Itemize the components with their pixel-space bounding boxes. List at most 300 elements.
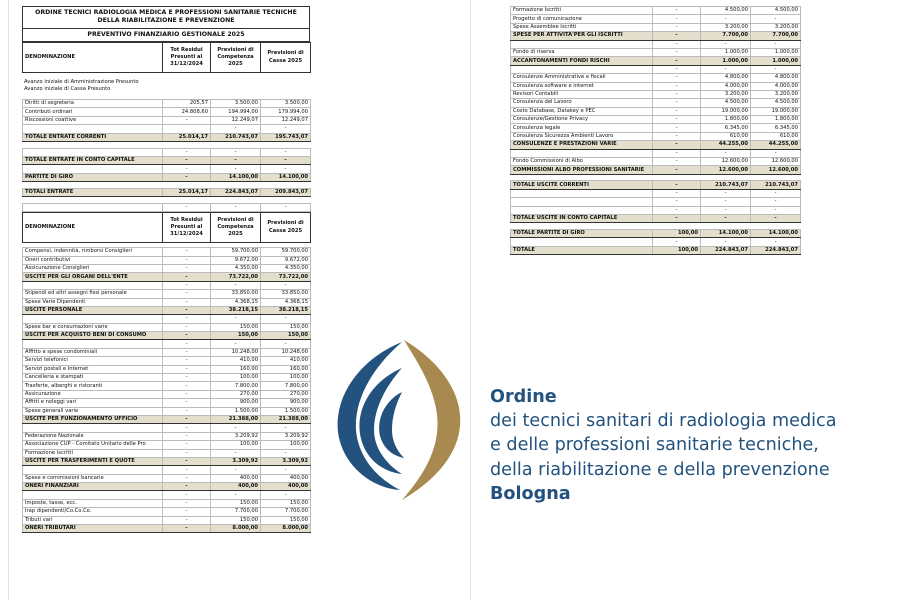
row-label xyxy=(23,203,163,211)
row-label: Fondo di riserva xyxy=(511,48,653,56)
uscite-table xyxy=(22,247,311,533)
total-row xyxy=(23,173,311,181)
col-cassa: Previsioni di Cassa 2025 xyxy=(261,43,311,73)
budget-row xyxy=(511,7,801,15)
row-residui: - xyxy=(163,449,211,457)
row-cassa: - xyxy=(751,238,801,246)
row-competenza: - xyxy=(701,206,751,214)
row-competenza: 3.500,00 xyxy=(211,100,261,108)
row-competenza: 224.843,07 xyxy=(701,246,751,254)
row-label: USCITE PERSONALE xyxy=(23,306,163,314)
budget-row xyxy=(511,40,801,48)
budget-row xyxy=(511,238,801,246)
budget-row xyxy=(23,357,311,365)
row-residui: - xyxy=(653,181,701,189)
row-label xyxy=(23,165,163,173)
row-residui: - xyxy=(163,290,211,298)
row-residui: - xyxy=(163,148,211,156)
row-cassa: 3.200,00 xyxy=(751,23,801,31)
row-cassa: 21.388,00 xyxy=(261,415,311,423)
row-cassa: 3.309,92 xyxy=(261,457,311,465)
row-competenza: - xyxy=(211,340,261,348)
row-label xyxy=(23,424,163,432)
row-label xyxy=(511,189,653,197)
row-residui: 100,00 xyxy=(653,229,701,237)
row-label: Progetto di comunicazione xyxy=(511,15,653,23)
row-label: Riscossioni coattive xyxy=(23,116,163,124)
row-label: Consulenze Amministrative e fiscali xyxy=(511,74,653,82)
row-competenza: 12.600,00 xyxy=(701,158,751,166)
total-row xyxy=(511,246,801,254)
row-competenza xyxy=(211,142,261,149)
budget-row xyxy=(23,290,311,298)
entrate-table xyxy=(22,99,311,212)
row-competenza: 73.722,00 xyxy=(211,273,261,281)
budget-row xyxy=(23,125,311,133)
row-cassa: 4.000,00 xyxy=(751,82,801,90)
total-row xyxy=(23,157,311,165)
budget-page-left xyxy=(22,6,310,598)
total-row xyxy=(511,166,801,174)
row-residui: - xyxy=(163,525,211,533)
row-cassa: 38.218,15 xyxy=(261,306,311,314)
row-label xyxy=(511,206,653,214)
row-competenza: 900,00 xyxy=(211,399,261,407)
row-label: ACCANTONAMENTI FONDI RISCHI xyxy=(511,57,653,65)
budget-row xyxy=(23,248,311,256)
row-competenza: 4.500,00 xyxy=(701,99,751,107)
row-cassa: 1.000,00 xyxy=(751,48,801,56)
row-residui: - xyxy=(163,382,211,390)
row-cassa: 12.249,07 xyxy=(261,116,311,124)
row-competenza: 610,00 xyxy=(701,132,751,140)
budget-row xyxy=(23,432,311,440)
row-label: TOTALE USCITE IN CONTO CAPITALE xyxy=(511,214,653,222)
row-residui: - xyxy=(163,273,211,281)
budget-row xyxy=(23,449,311,457)
spacer-row xyxy=(511,223,801,230)
row-residui: - xyxy=(163,457,211,465)
total-row xyxy=(511,141,801,149)
budget-row xyxy=(511,82,801,90)
budget-row xyxy=(23,516,311,524)
avanzo-notes xyxy=(24,79,310,93)
row-competenza: 100,00 xyxy=(211,374,261,382)
budget-row xyxy=(23,148,311,156)
row-label xyxy=(23,148,163,156)
budget-row xyxy=(23,466,311,474)
total-row xyxy=(23,273,311,281)
row-cassa: - xyxy=(751,149,801,157)
document-header xyxy=(22,6,310,42)
row-cassa: 7.700,00 xyxy=(751,32,801,40)
row-cassa: 4.800,00 xyxy=(751,74,801,82)
row-cassa: - xyxy=(261,340,311,348)
row-label: Spese generali varie xyxy=(23,407,163,415)
row-residui xyxy=(163,182,211,189)
row-competenza: - xyxy=(211,125,261,133)
row-residui: - xyxy=(163,407,211,415)
row-residui: - xyxy=(653,23,701,31)
row-label: Consulenza Sicurezza Ambienti Lavoro xyxy=(511,132,653,140)
row-competenza xyxy=(701,223,751,230)
row-residui: 24.808,60 xyxy=(163,108,211,116)
row-cassa: 1.000,00 xyxy=(751,57,801,65)
budget-row xyxy=(511,99,801,107)
col-competenza: Previsioni di Competenza 2025 xyxy=(211,43,261,73)
budget-row xyxy=(23,407,311,415)
row-residui: - xyxy=(653,90,701,98)
row-competenza: 150,00 xyxy=(211,332,261,340)
row-label xyxy=(511,149,653,157)
row-residui: - xyxy=(163,298,211,306)
row-cassa: 14.100,00 xyxy=(751,229,801,237)
row-cassa: 410,00 xyxy=(261,357,311,365)
row-residui: - xyxy=(163,248,211,256)
row-competenza: 7.800,00 xyxy=(211,382,261,390)
row-residui: - xyxy=(653,141,701,149)
row-residui: - xyxy=(653,40,701,48)
row-label: Servizi postali e Internet xyxy=(23,365,163,373)
row-residui: 25.014,17 xyxy=(163,133,211,141)
row-label: ONERI TRIBUTARI xyxy=(23,525,163,533)
row-cassa: - xyxy=(261,165,311,173)
row-cassa: 3.200,00 xyxy=(751,90,801,98)
row-cassa: 8.000,00 xyxy=(261,525,311,533)
uscite-header-table xyxy=(22,212,311,243)
row-cassa: 4.350,00 xyxy=(261,264,311,272)
row-cassa: 150,00 xyxy=(261,323,311,331)
budget-row xyxy=(23,424,311,432)
row-label: Diritti di segreteria xyxy=(23,100,163,108)
row-residui xyxy=(163,125,211,133)
row-residui: - xyxy=(653,149,701,157)
row-label: Spese e commissioni bancarie xyxy=(23,474,163,482)
entrate-header-table xyxy=(22,42,311,73)
row-label xyxy=(23,182,163,189)
budget-row xyxy=(23,108,311,116)
total-row xyxy=(511,32,801,40)
row-residui xyxy=(163,197,211,204)
row-competenza: - xyxy=(701,198,751,206)
budget-row xyxy=(511,23,801,31)
row-competenza: 21.388,00 xyxy=(211,415,261,423)
avanzo-cassa: Avanzo iniziale di Cassa Presunto xyxy=(24,86,111,93)
row-residui: - xyxy=(163,281,211,289)
total-row xyxy=(511,214,801,222)
row-cassa: 150,00 xyxy=(261,332,311,340)
row-competenza: 6.345,00 xyxy=(701,124,751,132)
row-cassa: 4.368,15 xyxy=(261,298,311,306)
budget-row xyxy=(23,348,311,356)
row-competenza: 1.800,00 xyxy=(701,116,751,124)
row-competenza: 19.000,00 xyxy=(701,107,751,115)
row-competenza: 4.800,00 xyxy=(701,74,751,82)
row-cassa: 160,00 xyxy=(261,365,311,373)
row-label: TOTALE USCITE CORRENTI xyxy=(511,181,653,189)
row-competenza: 1.000,00 xyxy=(701,57,751,65)
row-cassa: 33.850,00 xyxy=(261,290,311,298)
row-cassa: - xyxy=(261,315,311,323)
row-competenza: 8.000,00 xyxy=(211,525,261,533)
row-label: COMMISSIONI ALBO PROFESSIONI SANITARIE xyxy=(511,166,653,174)
budget-row xyxy=(23,441,311,449)
spacer-row xyxy=(23,197,311,204)
row-label xyxy=(23,491,163,499)
row-competenza: - xyxy=(211,491,261,499)
row-residui: - xyxy=(653,32,701,40)
row-competenza: - xyxy=(211,424,261,432)
row-residui: - xyxy=(163,116,211,124)
row-competenza: 4.500,00 xyxy=(701,7,751,15)
row-label xyxy=(511,65,653,73)
row-label: Servizi telefonici xyxy=(23,357,163,365)
row-residui: - xyxy=(163,415,211,423)
row-competenza: 3.200,00 xyxy=(701,90,751,98)
row-cassa xyxy=(261,182,311,189)
row-cassa: 400,00 xyxy=(261,474,311,482)
budget-row xyxy=(23,298,311,306)
row-competenza: 270,00 xyxy=(211,390,261,398)
total-row xyxy=(23,133,311,141)
row-competenza: 14.100,00 xyxy=(701,229,751,237)
budget-row xyxy=(511,198,801,206)
budget-row xyxy=(23,323,311,331)
budget-row xyxy=(511,158,801,166)
budget-row xyxy=(511,65,801,73)
budget-row xyxy=(23,203,311,211)
budget-row xyxy=(511,74,801,82)
row-competenza: 10.248,00 xyxy=(211,348,261,356)
row-residui: - xyxy=(163,315,211,323)
row-label: TOTALI ENTRATE xyxy=(23,188,163,196)
row-label: Federazione Nazionale xyxy=(23,432,163,440)
row-label xyxy=(23,142,163,149)
row-label: USCITE PER GLI ORGANI DELL'ENTE xyxy=(23,273,163,281)
row-competenza: 7.700,00 xyxy=(701,32,751,40)
budget-row xyxy=(23,256,311,264)
row-competenza: 9.672,00 xyxy=(211,256,261,264)
row-residui xyxy=(163,142,211,149)
total-row xyxy=(23,483,311,491)
row-cassa: - xyxy=(261,148,311,156)
row-label: Formazione Iscritti xyxy=(511,7,653,15)
row-cassa: 100,00 xyxy=(261,441,311,449)
row-competenza: - xyxy=(701,189,751,197)
budget-row xyxy=(23,165,311,173)
row-cassa: 210.743,07 xyxy=(751,181,801,189)
page-divider-center xyxy=(470,0,471,600)
row-cassa: - xyxy=(751,214,801,222)
row-cassa: 7.700,00 xyxy=(261,508,311,516)
row-residui: - xyxy=(163,340,211,348)
row-residui: - xyxy=(653,7,701,15)
budget-row xyxy=(23,499,311,507)
row-label: CONSULENZE E PRESTAZIONI VARIE xyxy=(511,141,653,149)
row-label: Affitti e noleggi vari xyxy=(23,399,163,407)
row-cassa xyxy=(751,174,801,181)
row-label: Cancelleria e stampati xyxy=(23,374,163,382)
budget-page-right xyxy=(510,6,800,286)
row-cassa: 12.600,00 xyxy=(751,158,801,166)
row-competenza: 3.200,00 xyxy=(701,23,751,31)
row-cassa xyxy=(261,142,311,149)
row-label: Spese bar e consumazioni varie xyxy=(23,323,163,331)
row-competenza: 194.994,00 xyxy=(211,108,261,116)
row-cassa: - xyxy=(751,65,801,73)
row-label xyxy=(511,223,653,230)
row-competenza: - xyxy=(211,281,261,289)
row-competenza: 210.743,07 xyxy=(701,181,751,189)
budget-row xyxy=(511,189,801,197)
total-row xyxy=(511,229,801,237)
row-label: SPESE PER ATTIVITA'PER GLI ISCRITTI xyxy=(511,32,653,40)
row-label xyxy=(23,466,163,474)
row-competenza xyxy=(211,182,261,189)
row-label xyxy=(511,174,653,181)
total-row xyxy=(23,188,311,196)
row-cassa: 6.345,00 xyxy=(751,124,801,132)
row-cassa: - xyxy=(261,125,311,133)
row-residui: - xyxy=(653,65,701,73)
row-residui: - xyxy=(163,399,211,407)
row-residui: - xyxy=(653,107,701,115)
row-label: Associazione CUP - Comitato Unitario delle Pro xyxy=(23,441,163,449)
row-label: TOTALE PARTITE DI GIRO xyxy=(511,229,653,237)
row-cassa: 1.500,00 xyxy=(261,407,311,415)
row-competenza: 410,00 xyxy=(211,357,261,365)
row-competenza: 4.000,00 xyxy=(701,82,751,90)
row-competenza: 400,00 xyxy=(211,483,261,491)
col-competenza-uscite: Previsioni di Competenza 2025 xyxy=(211,213,261,243)
row-label: Contributi ordinari xyxy=(23,108,163,116)
row-residui: - xyxy=(163,424,211,432)
row-cassa xyxy=(261,197,311,204)
row-label: Stipendi ed altri assegni fissi personale xyxy=(23,290,163,298)
row-cassa: - xyxy=(261,281,311,289)
row-cassa: 195.743,07 xyxy=(261,133,311,141)
org-line-bologna: Bologna xyxy=(490,483,571,504)
row-cassa: - xyxy=(261,157,311,165)
budget-row xyxy=(23,399,311,407)
row-competenza: 3.209,92 xyxy=(211,432,261,440)
row-cassa: - xyxy=(261,449,311,457)
budget-row xyxy=(23,281,311,289)
row-competenza: 4.368,15 xyxy=(211,298,261,306)
row-competenza: 7.700,00 xyxy=(211,508,261,516)
row-competenza: 210.743,07 xyxy=(211,133,261,141)
row-residui: - xyxy=(653,206,701,214)
budget-row xyxy=(511,116,801,124)
row-residui: - xyxy=(163,165,211,173)
budget-row xyxy=(23,365,311,373)
total-row xyxy=(23,415,311,423)
row-cassa: - xyxy=(751,198,801,206)
row-cassa: 100,00 xyxy=(261,374,311,382)
col-cassa-uscite: Previsioni di Cassa 2025 xyxy=(261,213,311,243)
row-competenza: - xyxy=(701,65,751,73)
row-cassa: 3.500,00 xyxy=(261,100,311,108)
row-cassa: 179.994,00 xyxy=(261,108,311,116)
row-competenza: 14.100,00 xyxy=(211,173,261,181)
budget-row xyxy=(23,474,311,482)
row-residui: - xyxy=(163,357,211,365)
row-cassa: 209.843,07 xyxy=(261,188,311,196)
row-label: Consulenza legale xyxy=(511,124,653,132)
row-residui: - xyxy=(163,306,211,314)
row-residui: - xyxy=(163,466,211,474)
row-competenza: - xyxy=(211,315,261,323)
row-residui: - xyxy=(163,332,211,340)
row-cassa: 270,00 xyxy=(261,390,311,398)
row-cassa: - xyxy=(751,189,801,197)
row-label xyxy=(23,340,163,348)
row-cassa: - xyxy=(261,203,311,211)
row-label: TOTALE ENTRATE IN CONTO CAPITALE xyxy=(23,157,163,165)
row-residui: - xyxy=(163,390,211,398)
budget-row xyxy=(511,107,801,115)
row-competenza: - xyxy=(701,149,751,157)
row-label: Assicurazione xyxy=(23,390,163,398)
budget-row xyxy=(511,124,801,132)
row-residui: - xyxy=(653,189,701,197)
row-label: Consulenze/Gestione Privacy xyxy=(511,116,653,124)
row-label: Formazione Iscritti xyxy=(23,449,163,457)
row-competenza xyxy=(701,174,751,181)
row-competenza: - xyxy=(211,466,261,474)
row-cassa: - xyxy=(261,466,311,474)
budget-row xyxy=(23,116,311,124)
row-competenza: - xyxy=(701,40,751,48)
row-residui: 205,57 xyxy=(163,100,211,108)
row-competenza: 33.850,00 xyxy=(211,290,261,298)
row-label: Consulenza del Lavoro xyxy=(511,99,653,107)
row-residui: - xyxy=(163,365,211,373)
budget-row xyxy=(23,340,311,348)
budget-row xyxy=(511,132,801,140)
row-competenza: 150,00 xyxy=(211,323,261,331)
row-cassa: 7.800,00 xyxy=(261,382,311,390)
row-cassa: - xyxy=(261,424,311,432)
row-label: TOTALE ENTRATE CORRENTI xyxy=(23,133,163,141)
row-competenza: 224.843,07 xyxy=(211,188,261,196)
row-label: Consulenza software e internet xyxy=(511,82,653,90)
total-row xyxy=(23,457,311,465)
row-cassa: 400,00 xyxy=(261,483,311,491)
concentric-c-drop-logo-icon xyxy=(318,328,488,508)
row-residui: - xyxy=(163,432,211,440)
row-residui: - xyxy=(163,157,211,165)
row-label: Fondo Commissioni di Albo xyxy=(511,158,653,166)
budget-row xyxy=(23,390,311,398)
document-subtitle: PREVENTIVO FINANZIARIO GESTIONALE 2025 xyxy=(23,28,309,41)
row-label: Oneri contributivi xyxy=(23,256,163,264)
row-cassa: 44.255,00 xyxy=(751,141,801,149)
spacer-row xyxy=(23,142,311,149)
row-residui: - xyxy=(653,116,701,124)
row-residui: - xyxy=(653,166,701,174)
row-label: Irap dipendenti/Co.Co.Co. xyxy=(23,508,163,516)
row-cassa: 19.000,00 xyxy=(751,107,801,115)
row-residui: - xyxy=(653,124,701,132)
row-cassa: 150,00 xyxy=(261,499,311,507)
row-label xyxy=(23,315,163,323)
row-competenza: - xyxy=(211,449,261,457)
row-residui: - xyxy=(163,256,211,264)
total-row xyxy=(511,57,801,65)
row-competenza: 400,00 xyxy=(211,474,261,482)
row-cassa: 12.600,00 xyxy=(751,166,801,174)
